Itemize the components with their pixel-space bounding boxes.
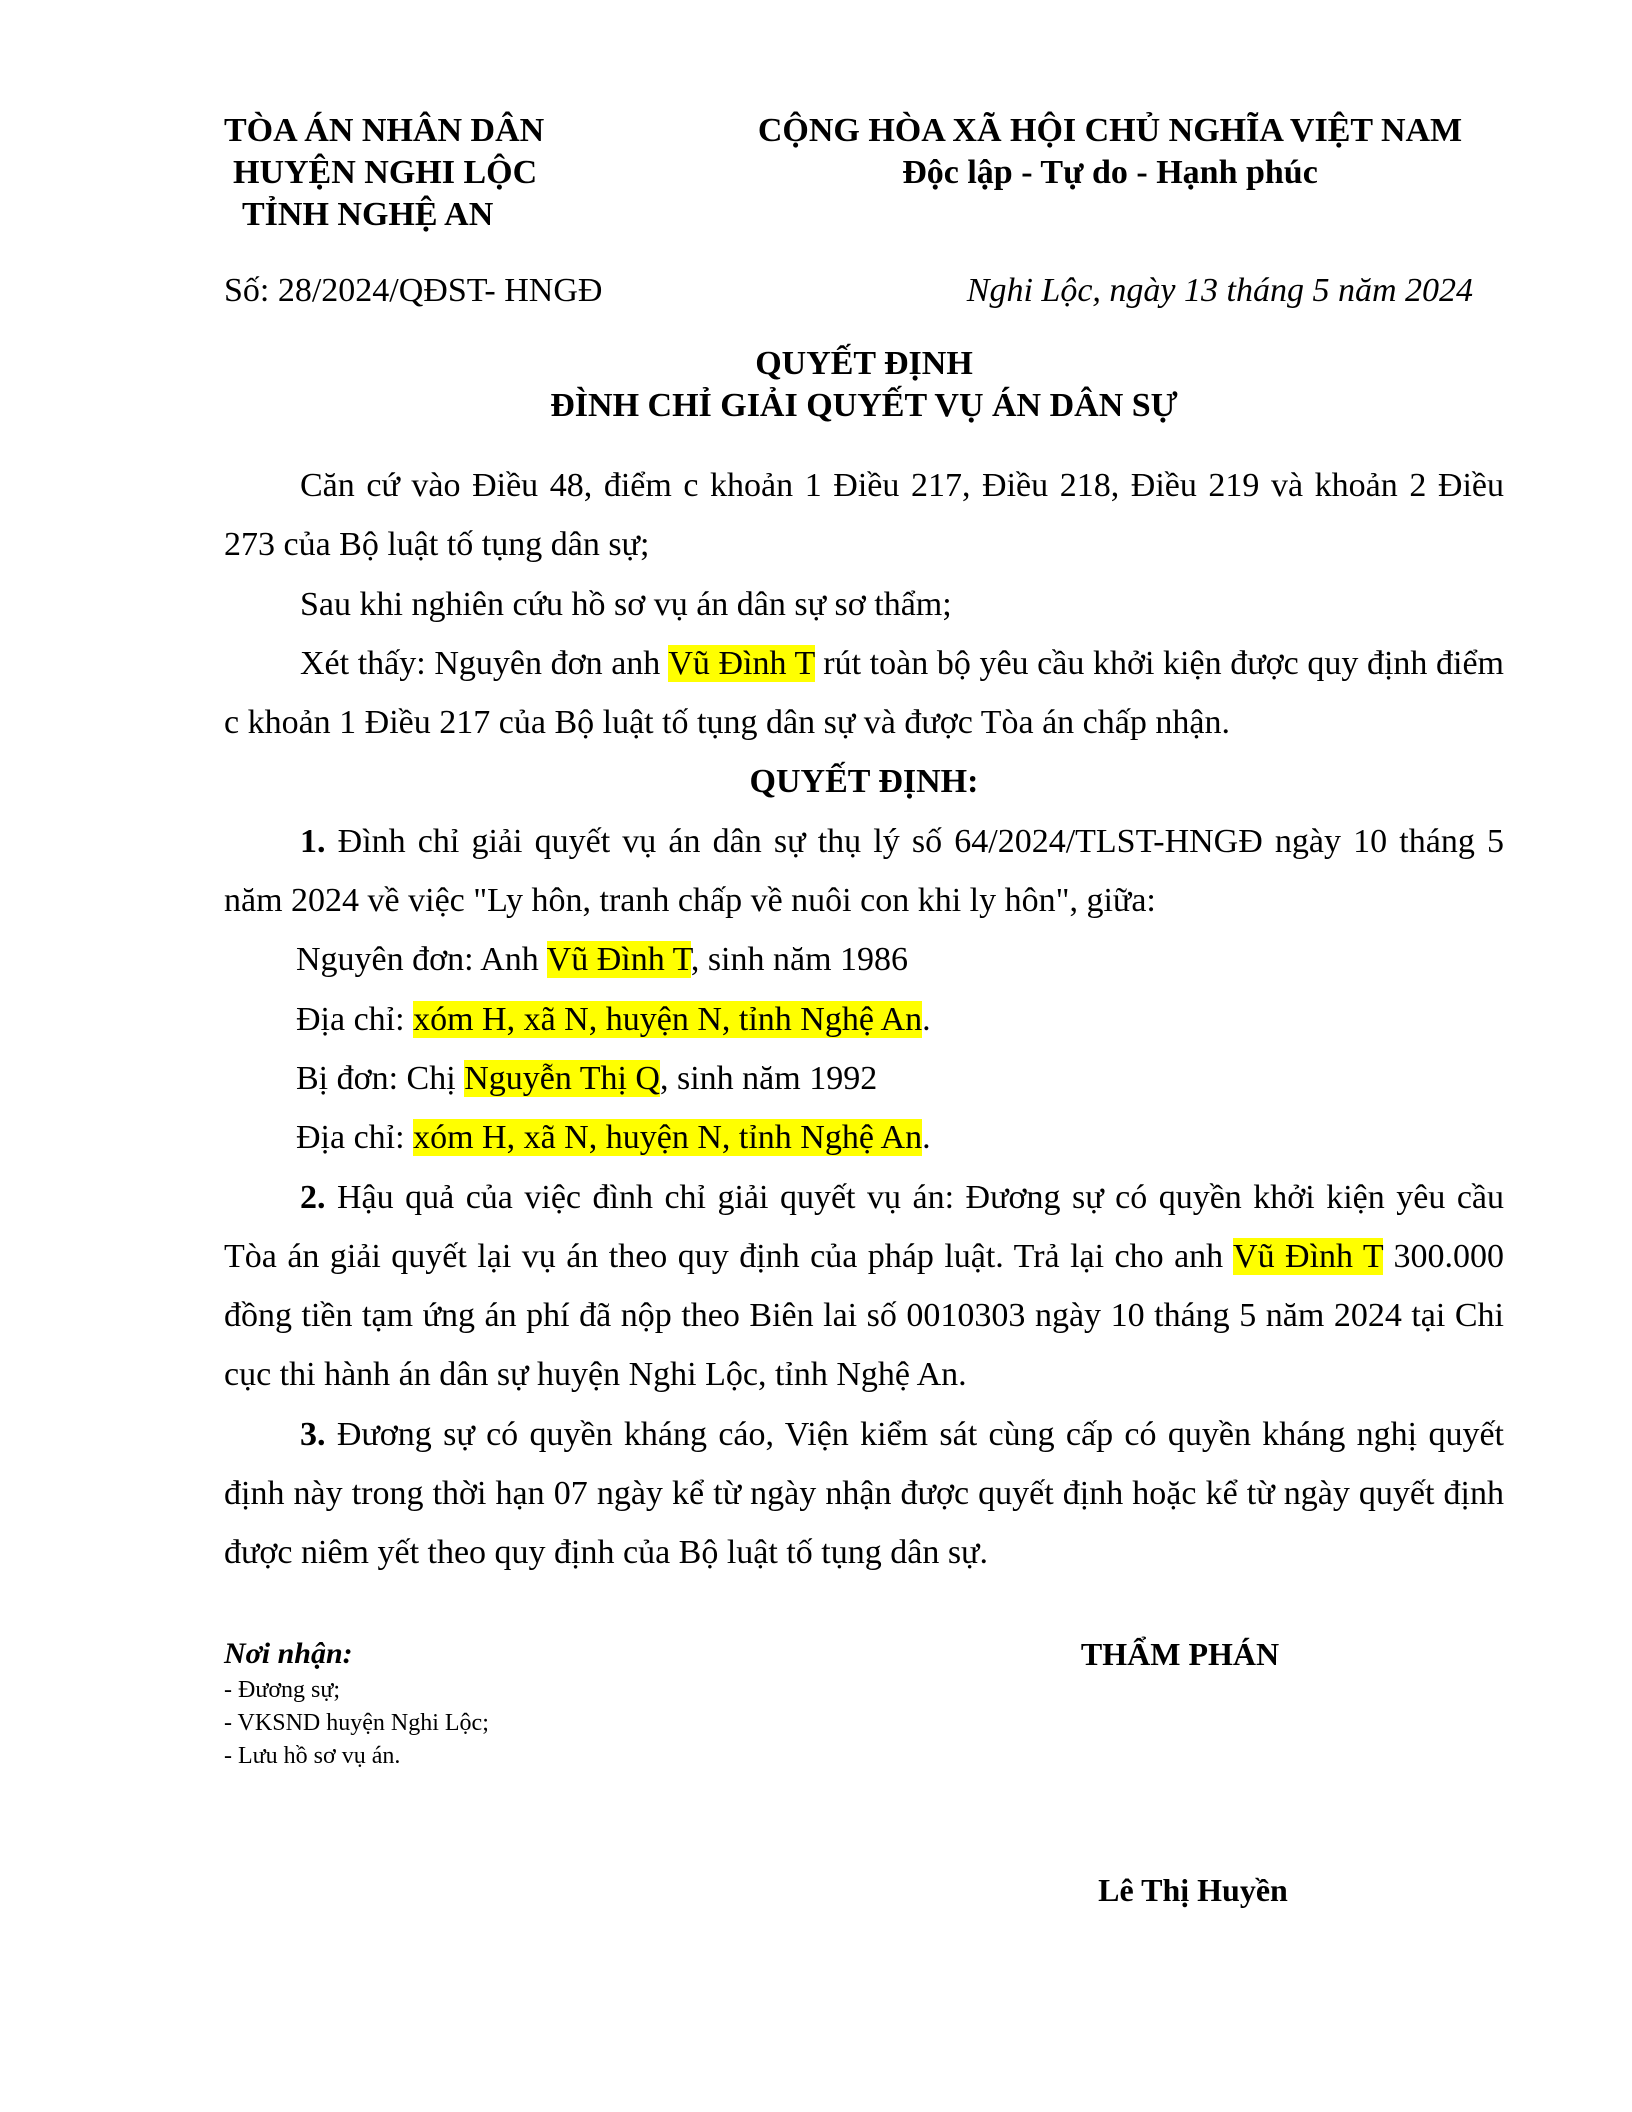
item-number: 2. <box>300 1178 326 1216</box>
place-date: Nghi Lộc, ngày 13 tháng 5 năm 2024 <box>966 272 1473 309</box>
item-text-end: 300.000 đồng tiền tạm ứng án phí đã nộp theo Biên lai số 0010303 ngày 10 tháng 5 năm 2024 tại Chi cục thi hành án dân sự huyện Nghi Lộc, tỉnh Nghệ An. <box>224 1237 1505 1394</box>
document-body <box>224 456 1504 1583</box>
decision-item-2 <box>224 1168 1504 1405</box>
court-name-block <box>224 110 564 236</box>
court-line-3: TỈNH NGHỆ AN <box>242 196 494 233</box>
address-highlight: xóm H, xã N, huyện N, tỉnh Nghệ An <box>413 1119 923 1157</box>
signer-name: Lê Thị Huyền <box>1098 1872 1288 1908</box>
plaintiff-name-highlight: Vũ Đình T <box>546 941 691 979</box>
address-end: . <box>922 1000 931 1038</box>
finding-text-end: rút toàn bộ yêu cầu khởi kiện được quy định điểm c khoản 1 Điều 217 của Bộ luật tố tụng dân sự và được Tòa án chấp nhận. <box>224 644 1504 742</box>
defendant-birth: , sinh năm 1992 <box>660 1059 878 1097</box>
recipient-item: - Đương sự; <box>224 1677 341 1703</box>
court-line-1: TÒA ÁN NHÂN DÂN <box>224 112 545 149</box>
item-text: Đình chỉ giải quyết vụ án dân sự thụ lý số 64/2024/TLST-HNGĐ ngày 10 tháng 5 năm 2024 về việc "Ly hôn, tranh chấp về nuôi con khi ly hôn", giữa: <box>224 822 1504 920</box>
address-highlight: xóm H, xã N, huyện N, tỉnh Nghệ An <box>413 1000 923 1038</box>
nation-title: CỘNG HÒA XÃ HỘI CHỦ NGHĨA VIỆT NAM <box>757 112 1463 149</box>
decision-item-1 <box>224 812 1504 931</box>
plaintiff-name-highlight: Vũ Đình T <box>668 644 815 682</box>
recipients-block <box>224 1634 489 1773</box>
defendant-name-highlight: Nguyễn Thị Q <box>464 1059 660 1097</box>
finding-text: Xét thấy: Nguyên đơn anh <box>300 644 669 682</box>
legal-basis: Căn cứ vào Điều 48, điểm c khoản 1 Điều 217, Điều 218, Điều 219 và khoản 2 Điều 273 của Bộ luật tố tụng dân sự; <box>224 467 1504 564</box>
item-number: 1. <box>300 822 326 860</box>
nation-block <box>720 110 1500 194</box>
recipient-item: - Lưu hồ sơ vụ án. <box>224 1743 401 1769</box>
item-number: 3. <box>300 1415 326 1453</box>
title-line-1: QUYẾT ĐỊNH <box>755 345 973 382</box>
address-end: . <box>922 1119 931 1157</box>
item-text: Hậu quả của việc đình chỉ giải quyết vụ án: Đương sự có quyền khởi kiện yêu cầu Tòa án giải quyết lại vụ án theo quy định của pháp luật. Trả lại cho anh <box>224 1178 1504 1275</box>
document-number: Số: 28/2024/QĐST- HNGĐ <box>224 272 603 309</box>
plaintiff-label: Nguyên đơn: Anh <box>296 941 547 979</box>
review-statement: Sau khi nghiên cứu hồ sơ vụ án dân sự sơ thẩm; <box>300 585 952 623</box>
recipients-heading: Nơi nhận: <box>224 1637 353 1670</box>
plaintiff-address-line <box>224 990 1504 1049</box>
title-line-2: ĐÌNH CHỈ GIẢI QUYẾT VỤ ÁN DÂN SỰ <box>550 387 1178 424</box>
document-title <box>224 343 1504 427</box>
address-label: Địa chỉ: <box>296 1119 414 1157</box>
plaintiff-line <box>224 930 1504 989</box>
plaintiff-name-highlight: Vũ Đình T <box>1233 1237 1384 1275</box>
recipient-item: - VKSND huyện Nghi Lộc; <box>224 1710 489 1736</box>
finding <box>224 634 1504 753</box>
decision-heading: QUYẾT ĐỊNH: <box>749 763 979 801</box>
address-label: Địa chỉ: <box>296 1000 414 1038</box>
defendant-label: Bị đơn: Chị <box>296 1059 465 1097</box>
motto: Độc lập - Tự do - Hạnh phúc <box>902 154 1318 191</box>
decision-item-3 <box>224 1405 1504 1583</box>
court-line-2: HUYỆN NGHI LỘC <box>233 154 538 191</box>
signer-role: THẨM PHÁN <box>1080 1636 1280 1672</box>
defendant-address-line <box>224 1108 1504 1167</box>
item-text: Đương sự có quyền kháng cáo, Viện kiểm sát cùng cấp có quyền kháng nghị quyết định này trong thời hạn 07 ngày kể từ ngày nhận được quyết định hoặc kể từ ngày quyết định được niêm yết theo quy định của Bộ luật tố tụng dân sự. <box>224 1415 1504 1572</box>
plaintiff-birth: , sinh năm 1986 <box>690 941 909 979</box>
defendant-line <box>224 1049 1504 1108</box>
